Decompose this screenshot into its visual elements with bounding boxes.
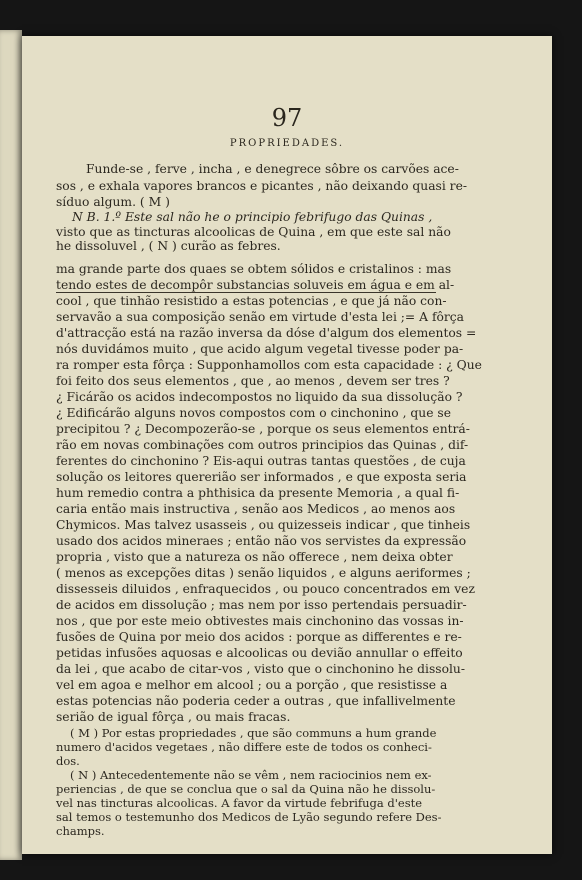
text-line: N B. 1.º Este sal não he o principio febrifugo das Quinas , <box>72 210 433 224</box>
text-line: petidas infusões aquosas e alcoolicas ou devião annullar o effeito <box>56 646 463 660</box>
text-line: solução os leitores quererião ser informados , e que exposta seria <box>56 470 467 484</box>
text-line: Chymicos. Mas talvez usasseis , ou quizesseis indicar , que tinheis <box>56 518 471 532</box>
text-line: d'attracção está na razão inversa da dóse d'algum dos elementos = <box>56 326 477 340</box>
text-line: vel em agoa e melhor em alcool ; ou a porção , que resistisse a <box>56 678 448 692</box>
text-line: de acidos em dissolução ; mas nem por isso pertendais persuadir- <box>56 598 467 612</box>
text-line: caria então mais instructiva , senão aos Medicos , ao menos aos <box>56 502 456 516</box>
text-line: hum remedio contra a phthisica da presente Memoria , a qual fi- <box>56 486 460 500</box>
book-page <box>22 36 552 854</box>
footnote-line: numero d'acidos vegetaes , não differe este de todos os conheci- <box>56 740 432 754</box>
text-line: ( menos as excepções ditas ) senão liquidos , e alguns aeriformes ; <box>56 566 471 580</box>
footnote-line: champs. <box>56 824 105 838</box>
footnote-line: sal temos o testemunho dos Medicos de Lyão segundo refere Des- <box>56 810 442 824</box>
text-line: visto que as tincturas alcoolicas de Quina , em que este sal não <box>56 225 451 239</box>
footnote-line: periencias , de que se conclua que o sal da Quina não he dissolu- <box>56 782 436 796</box>
text-line: estas potencias não poderia ceder a outras , que infallivelmente <box>56 694 456 708</box>
text-line: ¿ Edificárão alguns novos compostos com o cinchonino , que se <box>56 406 452 420</box>
text-line: Funde-se , ferve , incha , e denegrece sôbre os carvões ace- <box>86 162 459 176</box>
text-line: nos , que por este meio obtivestes mais cinchonino das vossas in- <box>56 614 464 628</box>
text-line: servavão a sua composição senão em virtude d'esta lei ;= A fôrça <box>56 310 464 324</box>
footnote-line: vel nas tincturas alcoolicas. A favor da virtude febrifuga d'este <box>56 796 423 810</box>
text-line: foi feito dos seus elementos , que , ao menos , devem ser tres ? <box>56 374 450 388</box>
text-line: tendo estes de decompôr substancias soluveis em água e em al- <box>56 278 455 292</box>
text-line: he dissoluvel , ( N ) curão as febres. <box>56 239 281 253</box>
text-line: propria , visto que a natureza os não offerece , nem deixa obter <box>56 550 453 564</box>
text-line: da lei , que acabo de citar-vos , visto que o cinchonino he dissolu- <box>56 662 465 676</box>
text-line: ma grande parte dos quaes se obtem sólidos e cristalinos : mas <box>56 262 452 276</box>
separator-rule <box>56 292 436 293</box>
text-line: dissesseis diluidos , enfraquecidos , ou pouco concentrados em vez <box>56 582 475 596</box>
footnote-line: ( N ) Antecedentemente não se vêm , nem raciocinios nem ex- <box>70 768 432 782</box>
text-line: ferentes do cinchonino ? Eis-aqui outras tantas questões , de cuja <box>56 454 466 468</box>
text-line: cool , que tinhão resistido a estas potencias , e que já não con- <box>56 294 447 308</box>
text-line: sos , e exhala vapores brancos e picantes , não deixando quasi re- <box>56 179 467 193</box>
left-page-edge <box>0 30 22 860</box>
page-number: 97 <box>271 104 303 132</box>
text-line: serião de igual fôrça , ou mais fracas. <box>56 710 291 724</box>
text-line: fusões de Quina por meio dos acidos : porque as differentes e re- <box>56 630 462 644</box>
section-heading: PROPRIEDADES. <box>229 138 345 149</box>
text-line: rão em novas combinações com outros principios das Quinas , dif- <box>56 438 469 452</box>
text-line: precipitou ? ¿ Decompozerão-se , porque os seus elementos entrá- <box>56 422 470 436</box>
text-line: usado dos acidos mineraes ; então não vos servistes da expressão <box>56 534 467 548</box>
footnote-line: dos. <box>56 754 80 768</box>
footnote-line: ( M ) Por estas propriedades , que são communs a hum grande <box>70 726 437 740</box>
text-line: ¿ Ficárão os acidos indecompostos no liquido da sua dissolução ? <box>56 390 463 404</box>
text-line: síduo algum. ( M ) <box>56 195 170 209</box>
text-line: nós duvidámos muito , que acido algum vegetal tivesse poder pa- <box>56 342 464 356</box>
text-line: ra romper esta fôrça : Supponhamollos com esta capacidade : ¿ Que <box>56 358 482 372</box>
